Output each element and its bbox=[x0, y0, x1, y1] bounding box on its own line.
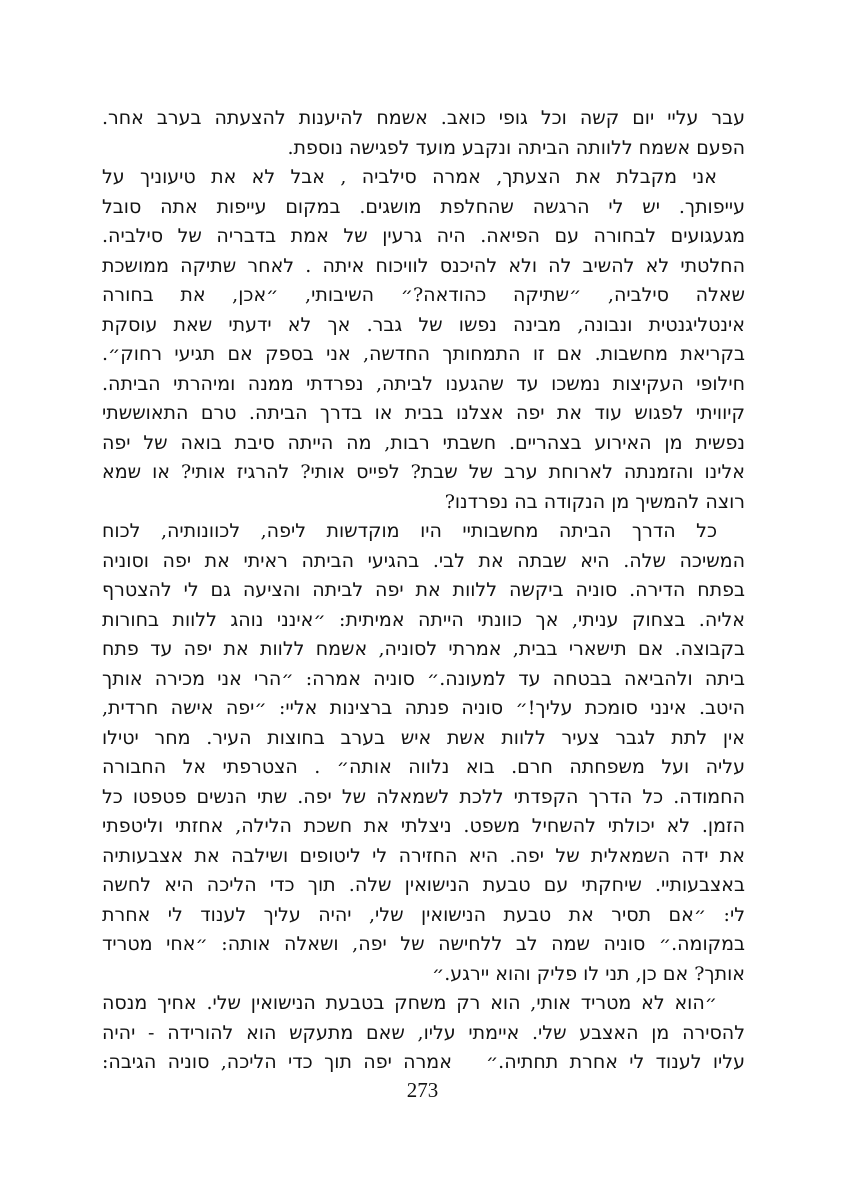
text-line: עליה ועל משפחתה חרם. בוא נלווה אותה״ . הצטרפתי אל החבורה bbox=[102, 756, 745, 778]
text-line: הפעם אשמח ללוותה הביתה ונקבע מועד לפגישה נוספת. bbox=[287, 136, 745, 159]
text-line: אין לתת לגבר צעיר ללוות אשת איש בערב בחוצות העיר. מחר יטילו bbox=[102, 726, 745, 749]
text-line: עייפותך. יש לי הרגשה שהחלפת מושגים. במקום עייפות אתה סובל bbox=[102, 195, 745, 218]
text-line: עבר עליי יום קשה וכל גופי כואב. אשמח להיענות להצעתה בערב אחר. bbox=[102, 107, 745, 129]
text-line: רוצה להמשיך מן הנקודה בה נפרדנו? bbox=[444, 490, 745, 513]
text-line: אלינו והזמנתה לארוחת ערב של שבת? לפייס אותי? להרגיז אותי? או שמא bbox=[102, 461, 745, 483]
body-text bbox=[102, 104, 745, 1078]
text-line: בקבוצה. אם תישארי בבית, אמרתי לסוניה, אשמח ללוות את יפה עד פתח bbox=[102, 638, 745, 660]
text-line: ״הוא לא מטריד אותי, הוא רק משחק בטבעת הנישואין שלי. אחיך מנסה bbox=[102, 992, 717, 1014]
text-line: ביתה ולהביאה בבטחה עד למעונה.״ סוניה אמרה: ״הרי אני מכירה אותך bbox=[102, 667, 745, 690]
text-line: במקומה.״ סוניה שמה לב ללחישה של יפה, ושאלה אותה: ״אחי מטריד bbox=[102, 933, 745, 955]
text-line: כל הדרך הביתה מחשבותיי היו מוקדשות ליפה, לכוונותיה, לכוח bbox=[102, 520, 717, 542]
text-line: באצבעותיי. שיחקתי עם טבעת הנישואין שלה. תוך כדי הליכה היא לחשה bbox=[102, 874, 745, 896]
text-line: נפשית מן האירוע בצהריים. חשבתי רבות, מה הייתה סיבת בואה של יפה bbox=[102, 431, 745, 454]
text-line: עליו לענוד לי אחרת תחתיה.״ אמרה יפה תוך כדי הליכה, סוניה הגיבה: bbox=[102, 1051, 745, 1073]
text-line: קיוויתי לפגוש עוד את יפה אצלנו בבית או בדרך הביתה. טרם התאוששתי bbox=[102, 402, 745, 424]
text-line: שאלה סילביה, ״שתיקה כהודאה?״ השיבותי, ״אכן, את בחורה bbox=[102, 284, 745, 306]
text-line: אותך? אם כן, תני לו פליק והוא יירגע.״ bbox=[431, 962, 745, 985]
page-number: 273 bbox=[406, 1078, 439, 1102]
text-line: בפתח הדירה. סוניה ביקשה ללוות את יפה לביתה והציעה גם לי להצטרף bbox=[102, 579, 745, 601]
text-line: מגעגועים לבחורה עם הפיאה. היה גרעין של אמת בדבריה של סילביה. bbox=[102, 225, 745, 247]
text-line: להסירה מן האצבע שלי. איימתי עליו, שאם מתעקש הוא להורידה - יהיה bbox=[102, 1021, 745, 1044]
text-line: את ידה השמאלית של יפה. היא החזירה לי ליטופים ושילבה את אצבעותיה bbox=[102, 844, 745, 867]
text-line: אינטליגנטית ונבונה, מבינה נפשו של גבר. אך לא ידעתי שאת עוסקת bbox=[102, 313, 745, 336]
text-line: אני מקבלת את הצעתך, אמרה סילביה , אבל לא את טיעוניך על bbox=[102, 166, 717, 188]
text-line: היטב. אינני סומכת עליך!״ סוניה פנתה ברצינות אליי: ״יפה אישה חרדית, bbox=[102, 697, 745, 719]
text-line: בקריאת מחשבות. אם זו התמחותך החדשה, אני בספק אם תגיעי רחוק״. bbox=[102, 343, 745, 365]
text-line: הזמן. לא יכולתי להשחיל משפט. ניצלתי את חשכת הלילה, אחזתי וליטפתי bbox=[102, 815, 745, 837]
text-line: החלטתי לא להשיב לה ולא להיכנס לוויכוח איתה . לאחר שתיקה ממושכת bbox=[102, 254, 745, 277]
text-line: אליה. בצחוק עניתי, אך כוונתי הייתה אמיתית: ״אינני נוהג ללוות בחורות bbox=[102, 608, 745, 631]
text-line: המשיכה שלה. היא שבתה את לבי. בהגיעי הביתה ראיתי את יפה וסוניה bbox=[102, 549, 745, 572]
text-line: חילופי העקיצות נמשכו עד שהגענו לביתה, נפרדתי ממנה ומיהרתי הביתה. bbox=[102, 372, 745, 395]
text-line: החמודה. כל הדרך הקפדתי ללכת לשמאלה של יפה. שתי הנשים פטפטו כל bbox=[102, 785, 745, 808]
text-line: לי: ״אם תסיר את טבעת הנישואין שלי, יהיה עליך לענוד לי אחרת bbox=[102, 903, 745, 926]
